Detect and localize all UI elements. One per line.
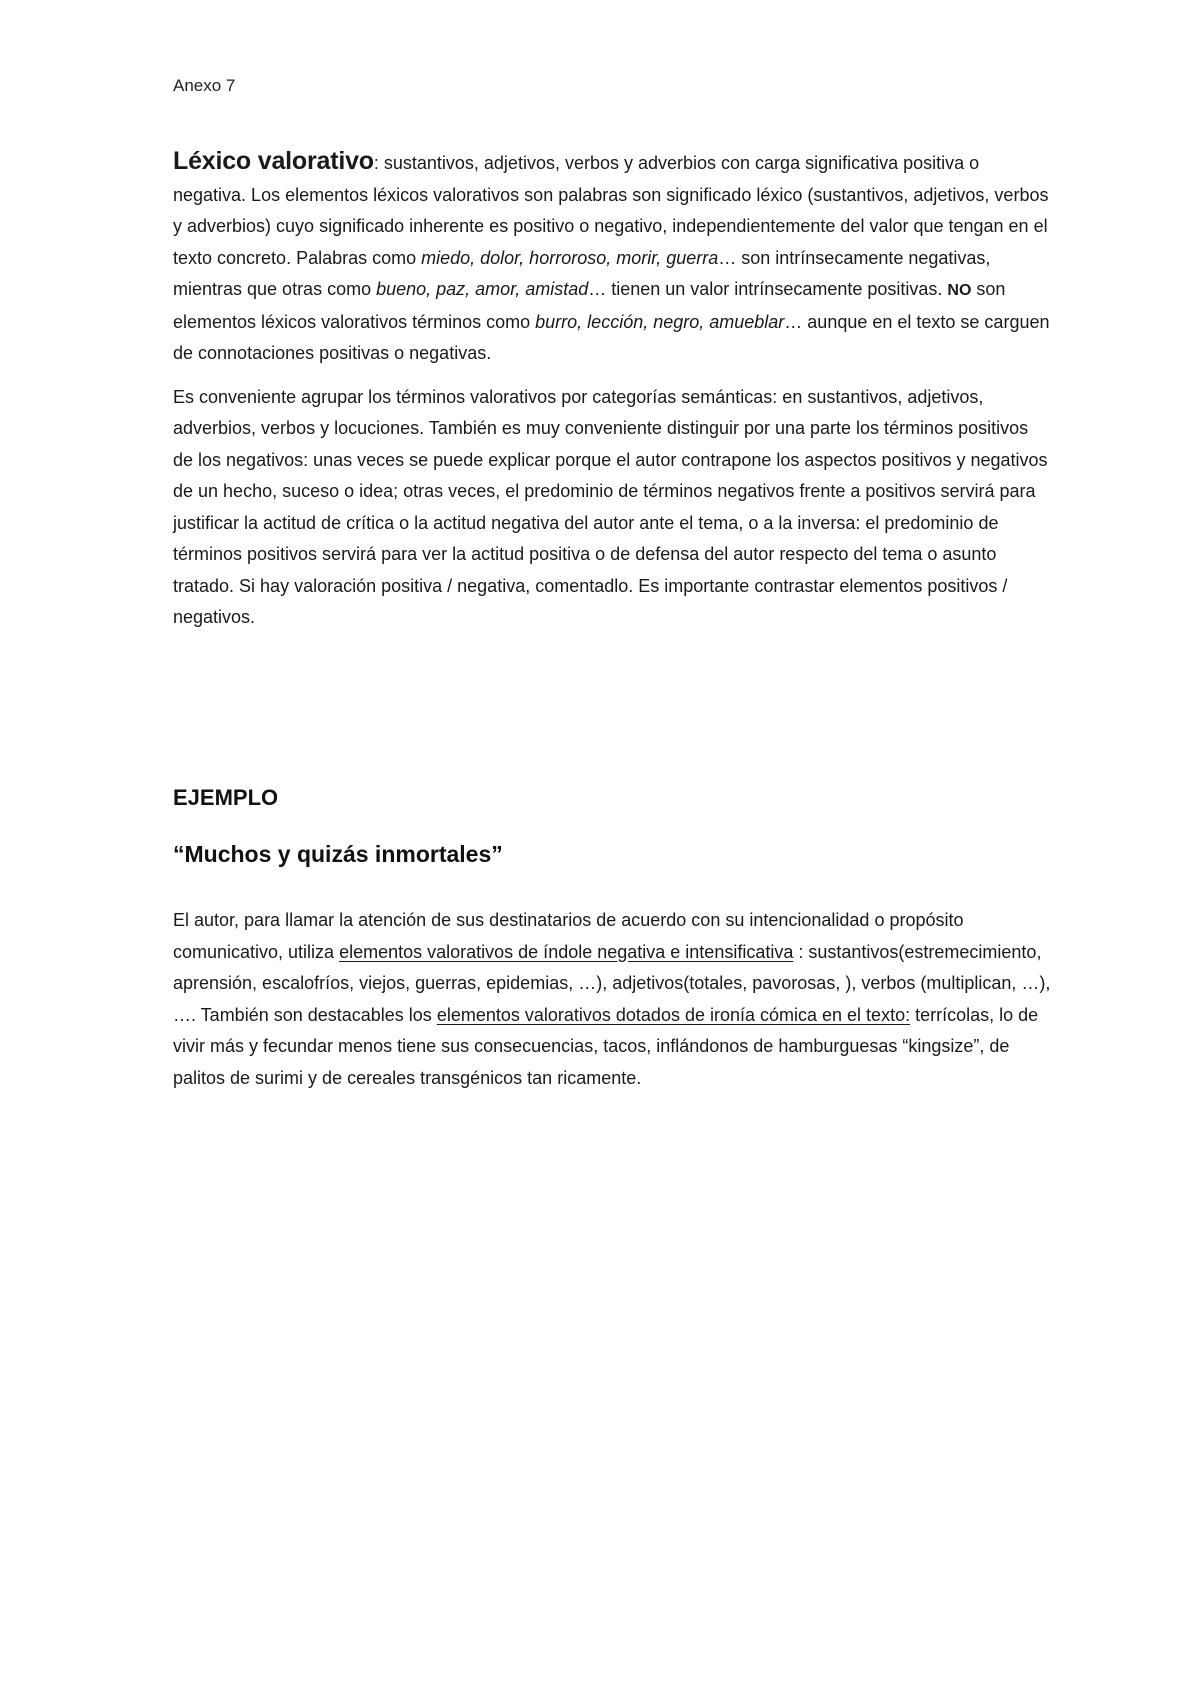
negative-examples: miedo, dolor, horroroso, morir, guerra xyxy=(421,247,719,268)
definition-paragraph xyxy=(173,146,1053,370)
positive-examples: bueno, paz, amor, amistad xyxy=(376,279,589,299)
definition-text-1: : sustantivos, adjetivos, verbos y adverbios con carga significativa positiva o negativa. Los elementos léxicos valorativos son palabras son significado léxico (sustantivos, adjetivos, verbos y adverbios) cuyo significado inherente es positivo o negativo, independientemente del valor que tengan en el texto concreto. Palabras como xyxy=(173,153,1049,268)
neutral-examples: burro, lección, negro, amueblar xyxy=(535,311,785,332)
term-heading: Léxico valorativo xyxy=(173,147,374,175)
example-text-3: terrícolas, lo de vivir más y fecundar menos tiene sus consecuencias, tacos, inflándonos de hamburguesas “kingsize”, de palitos de surimi y de cereales transgénicos tan ricamente. xyxy=(173,1004,1039,1088)
example-text-1: El autor, para llamar la atención de sus destinatarios de acuerdo con su intencionalidad o propósito comunicativo, utiliza xyxy=(173,910,964,962)
example-label: EJEMPLO xyxy=(173,785,279,810)
definition-text-4: son elementos léxicos valorativos términos como xyxy=(173,279,1006,332)
definition-text-3: … tienen un valor intrínsecamente positivas. xyxy=(588,279,948,299)
annex-label: Anexo 7 xyxy=(173,76,236,95)
underlined-phrase-1: elementos valorativos de índole negativa e intensificativa xyxy=(339,941,794,962)
example-title: “Muchos y quizás inmortales” xyxy=(173,841,503,867)
guidance-paragraph: Es conveniente agrupar los términos valorativos por categorías semánticas: en sustantivos, adjetivos, adverbios, verbos y locuciones. También es muy conveniente distinguir por una parte los términos positivos de los negativos: unas veces se puede explicar porque el autor contrapone los aspectos positivos y negativos de un hecho, suceso o idea; otras veces, el predominio de términos negativos frente a positivos servirá para justificar la actitud de crítica o la actitud negativa del autor ante el tema, o a la inversa: el predominio de términos positivos servirá para ver la actitud positiva o de defensa del autor respecto del tema o asunto tratado. Si hay valoración positiva / negativa, comentadlo. Es importante contrastar elementos positivos / negativos. xyxy=(173,386,1048,627)
underlined-phrase-2: elementos valorativos dotados de ironía cómica en el texto: xyxy=(436,1004,911,1025)
example-text-2: : sustantivos(estremecimiento, aprensión, escalofríos, viejos, guerras, epidemias, …), adjetivos(totales, pavorosas, ), verbos (multiplican, …), …. También son destacables los xyxy=(173,941,1051,1025)
definition-section xyxy=(173,146,1053,634)
example-paragraph xyxy=(173,905,1053,1094)
example-section xyxy=(173,905,1053,1094)
no-emphasis: NO xyxy=(947,282,972,299)
definition-text-2: … son intrínsecamente negativas, mientras que otras como xyxy=(173,247,991,299)
definition-text-5: … aunque en el texto se carguen de connotaciones positivas o negativas. xyxy=(173,311,1050,363)
